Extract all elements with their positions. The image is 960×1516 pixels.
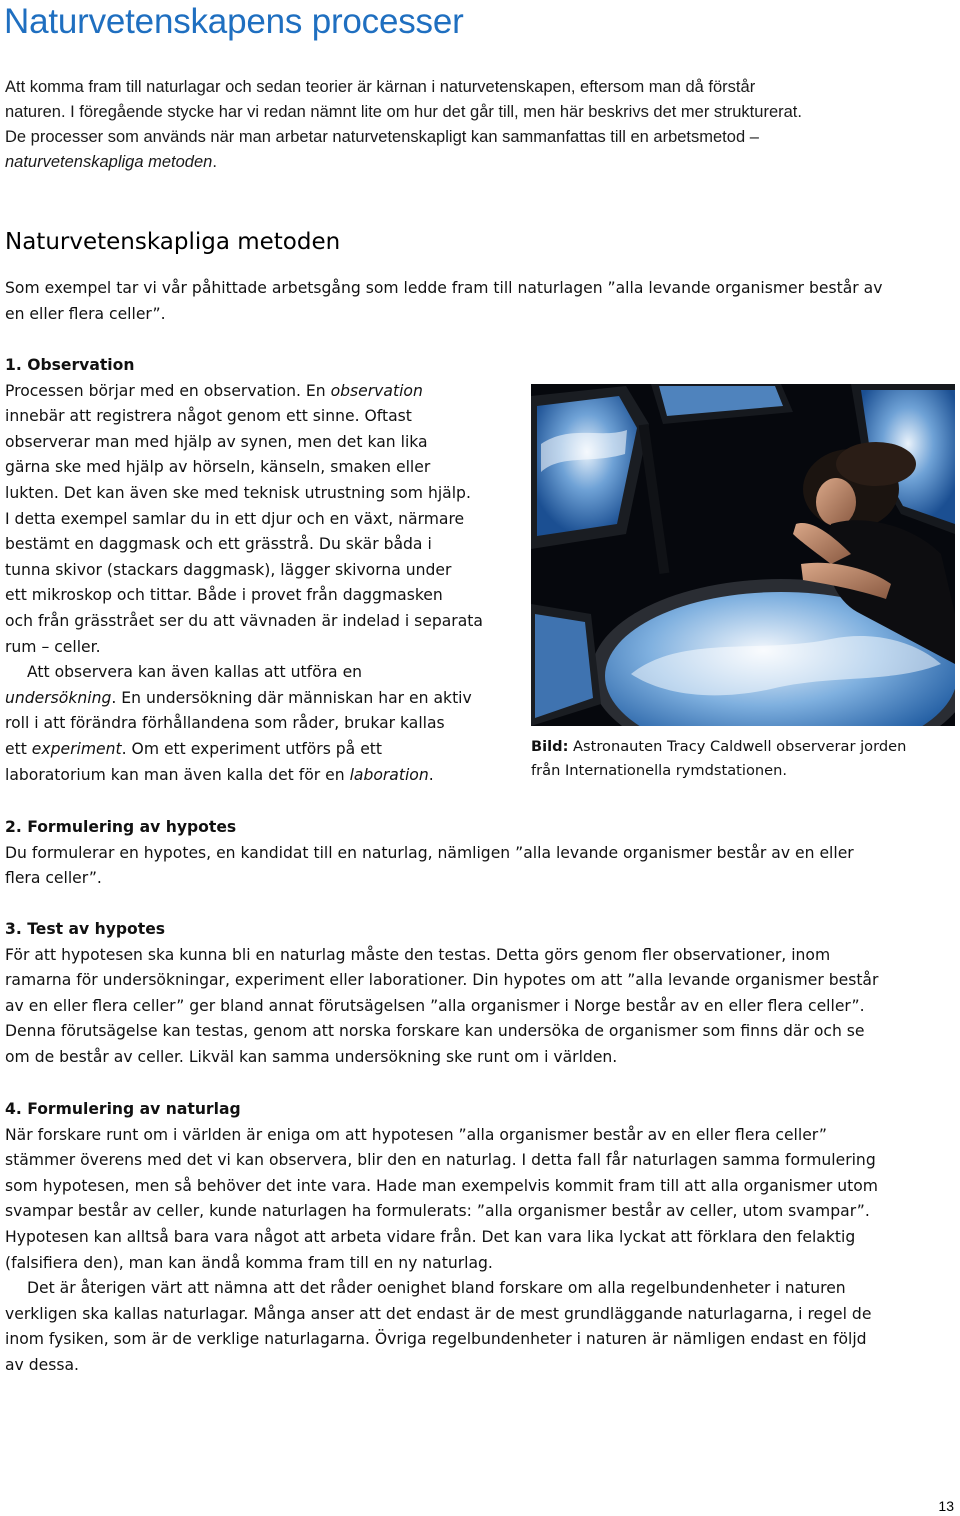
naturlag-section <box>5 1097 960 1379</box>
naturlag-line: (falsifiera den), man kan ändå komma fram till en ny naturlag. <box>5 1253 493 1272</box>
test-line: av en eller flera celler” ger bland annat förutsägelsen ”alla organismer i Norge består av en eller flera celler”. <box>5 996 865 1015</box>
hypotes-line: Du formulerar en hypotes, en kandidat till en naturlag, nämligen ”alla levande organismer består av en eller <box>5 843 854 862</box>
naturlag-line: som hypotesen, men så behöver det inte vara. Hade man exempelvis kommit fram till att alla organismer utom <box>5 1176 878 1195</box>
astronaut-photo <box>531 384 955 726</box>
test-heading: 3. Test av hypotes <box>5 920 166 938</box>
section-intro <box>5 276 955 327</box>
section-intro-line: Som exempel tar vi vår påhittade arbetsgång som ledde fram till naturlagen ”alla levande organismer består av <box>5 279 883 297</box>
page-title: Naturvetenskapens processer <box>4 2 464 41</box>
page-number: 13 <box>938 1498 954 1514</box>
test-line: För att hypotesen ska kunna bli en naturlag måste den testas. Detta görs genom fler observationer, inom <box>5 945 831 964</box>
naturlag-line: verkligen ska kallas naturlagar. Många anser att det endast är de mest grundläggande naturlagarna, i regel de <box>5 1304 872 1323</box>
naturlag-line: Det är återigen värt att nämna att det råder oenighet bland forskare om alla regelbundenheter i naturen <box>27 1279 846 1298</box>
naturlag-line: av dessa. <box>5 1355 79 1374</box>
test-line: Denna förutsägelse kan testas, genom att norska forskare kan undersöka de organismer som finns där och se <box>5 1022 865 1041</box>
observation-section <box>5 353 510 788</box>
naturlag-line: svampar består av celler, kunde naturlagen ha formulerats: ”alla organismer består av celler, utom svampar”. <box>5 1202 870 1221</box>
intro-line: naturen. I föregående stycke har vi redan nämnt lite om hur det går till, men här beskrivs det mer strukturerat. <box>5 103 802 121</box>
intro-line: naturvetenskapliga metoden. <box>5 153 217 171</box>
naturlag-heading: 4. Formulering av naturlag <box>5 1100 241 1118</box>
intro-italic-term: naturvetenskapliga metoden <box>5 153 213 171</box>
hypotes-line: flera celler”. <box>5 869 102 888</box>
intro-paragraph <box>5 75 955 175</box>
figure-caption: Bild: Astronauten Tracy Caldwell observerar jorden från Internationella rymdstationen. <box>531 738 907 779</box>
test-section <box>5 917 960 1071</box>
observation-heading: 1. Observation <box>5 356 135 374</box>
naturlag-line: inom fysiken, som är de verklige naturlagarna. Övriga regelbundenheter i naturen är nämligen endast en följd <box>5 1330 867 1349</box>
caption-label: Bild: <box>531 738 569 755</box>
hypotes-heading: 2. Formulering av hypotes <box>5 818 237 836</box>
test-line: ramarna för undersökningar, experiment eller laborationer. Din hypotes om att ”alla levande organismer består <box>5 971 879 990</box>
test-line: om de består av celler. Likväl kan samma undersökning ske runt om i världen. <box>5 1047 618 1066</box>
hypotes-section <box>5 815 955 892</box>
naturlag-line: Hypotesen kan alltså bara vara något att arbeta vidare från. Det kan vara lika lyckat att förklara den felaktig <box>5 1227 856 1246</box>
naturlag-line: När forskare runt om i världen är eniga om att hypotesen ”alla organismer består av en eller flera celler” <box>5 1125 827 1144</box>
observation-paragraph: Processen börjar med en observation. En observation innebär att registrera något genom ett sinne. Oftast observerar man med hjälp av synen, men det kan lika gärna ske med hjälp av hörseln, känseln, smaken eller lukten. Det kan även ske med teknisk utrustning som hjälp. I detta exempel samlar du in ett djur och en växt, närmare bestämt en daggmask och ett grässtrå. Du skär båda i tunna skivor (stackars daggmask), lägger skivorna under ett mikroskop och tittar. Både i provet från daggmasken och från grässtrået ser du att vävnaden är indelad i separata rum – celler. Att observera kan även kallas att utföra en undersökning. En undersökning där människan har en aktiv roll i att förändra förhållandena som råder, brukar kallas ett experiment. Om ett experiment utförs på ett laboratorium kan man även kalla det för en laboration. <box>5 381 483 784</box>
section-title: Naturvetenskapliga metoden <box>5 229 341 255</box>
intro-line: Att komma fram till naturlagar och sedan teorier är kärnan i naturvetenskapen, eftersom man då förstår <box>5 78 756 96</box>
intro-line: De processer som används när man arbetar naturvetenskapligt kan sammanfattas till en arbetsmetod – <box>5 128 759 146</box>
section-intro-line: en eller flera celler”. <box>5 304 166 323</box>
naturlag-line: stämmer överens med det vi kan observera, blir den en naturlag. I detta fall får naturlagen samma formulering <box>5 1151 876 1170</box>
